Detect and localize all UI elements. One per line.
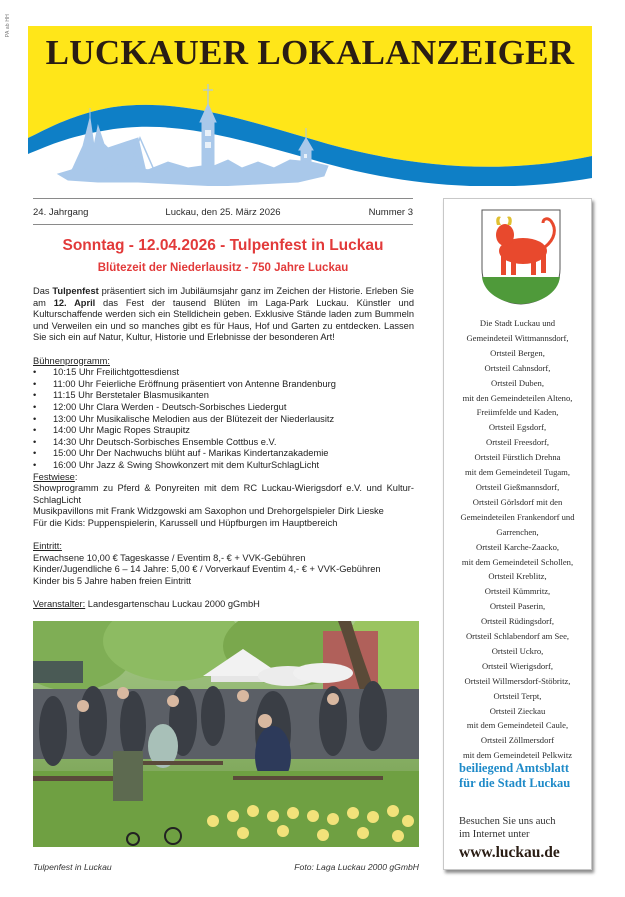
print-mark: PA ab HH: [5, 14, 11, 38]
festival-meadow-label: Festwiese: [33, 471, 75, 482]
program-item-text: 12:00 Uhr Clara Werden - Deutsch-Sorbisches Liedergut: [53, 401, 287, 412]
bullet-icon: •: [33, 401, 37, 412]
festival-meadow-line: Für die Kids: Puppenspielerin, Karussell und Hüpfburgen im Hauptbereich: [33, 517, 338, 528]
label-colon: :: [74, 471, 78, 482]
district-item: mit dem Gemeindeteil Caule,: [466, 720, 569, 731]
district-item: Ortsteil Fürstlich Drehna: [474, 452, 561, 463]
issue-number: Nummer 3: [368, 207, 413, 218]
program-item-text: 13:00 Uhr Musikalische Melodien aus der Blütezeit der Niederlausitz: [53, 413, 335, 424]
district-item: Ortsteil Kümmritz,: [484, 586, 551, 597]
program-item: [33, 402, 414, 414]
newspaper-title: LUCKAUER LOKALANZEIGER: [45, 33, 575, 72]
bullet-icon: •: [33, 459, 37, 470]
festival-meadow-line: Musikpavillons mit Frank Widzgowski am Saxophon und Drehorgelspieler Dirk Lieske: [33, 506, 384, 517]
intro-text: Das: [33, 286, 53, 296]
district-item: Die Stadt Luckau und: [479, 318, 556, 328]
amtsblatt-notice: [459, 761, 591, 791]
admission-label: Eintritt:: [33, 541, 62, 552]
district-item: Gemeindeteil Wittmannsdorf,: [466, 332, 569, 343]
bullet-icon: •: [33, 425, 37, 436]
bullet-icon: •: [33, 390, 37, 401]
website-link[interactable]: www.luckau.de: [459, 844, 560, 861]
district-item: Ortsteil Willmersdorf-Stöbritz,: [464, 675, 571, 686]
program-item-text: 16:00 Uhr Jazz & Swing Showkonzert mit dem KulturSchlagLicht: [53, 459, 320, 470]
district-item: Freiimfelde und Kaden,: [476, 407, 559, 418]
district-item: Ortsteil Görlsdorf mit den: [472, 496, 563, 507]
district-item: Ortsteil Wierigsdorf,: [481, 660, 554, 671]
district-item: Garrenchen,: [496, 526, 539, 537]
program-item-text: 11:15 Uhr Berstetaler Blasmusikanten: [53, 390, 209, 401]
program-item: [33, 379, 414, 391]
article-subheadline: Blütezeit der Niederlausitz - 750 Jahre Luckau: [97, 262, 349, 274]
district-item: mit dem Gemeindeteil Pelkwitz: [462, 750, 573, 761]
top-divider: [33, 198, 413, 199]
program-item: [33, 390, 414, 402]
district-item: Ortsteil Terpt,: [493, 690, 542, 701]
program-item-text: 10:15 Uhr Freilichtgottesdienst: [53, 367, 180, 378]
district-item: Ortsteil Uckro,: [491, 645, 544, 656]
bullet-icon: •: [33, 436, 37, 447]
district-item: Gemeindeteilen Frankendorf und: [460, 511, 575, 522]
article-intro: [33, 286, 414, 344]
district-item: Ortsteil Bergen,: [490, 347, 545, 358]
bottom-divider: [33, 224, 413, 225]
spacer: [33, 344, 414, 356]
program-item-text: 14:30 Uhr Deutsch-Sorbisches Ensemble Cottbus e.V.: [53, 436, 277, 447]
organizer-label: Veranstalter:: [33, 599, 86, 610]
district-item: Ortsteil Cahnsdorf,: [484, 362, 551, 373]
bullet-icon: •: [33, 413, 37, 424]
district-item: Ortsteil Rüdingsdorf,: [480, 616, 555, 627]
issue-volume: 24. Jahrgang: [33, 207, 89, 218]
festival-meadow-line: Showprogramm zu Pferd & Ponyreiten mit dem RC Luckau-Wierigsdorf e.V. und Kultur-SchlagLicht: [33, 483, 414, 505]
program-item: [33, 414, 414, 426]
program-item-text: 15:00 Uhr Der Nachwuchs blüht auf - Marikas Kindertanzakademie: [53, 448, 329, 459]
program-item: [33, 448, 414, 460]
issue-info-bar: [33, 207, 413, 221]
district-item: Ortsteil Karche-Zaacko,: [475, 541, 560, 552]
district-item: mit dem Gemeindeteil Tugam,: [464, 467, 571, 478]
sidebar-box: [443, 198, 592, 870]
stage-program-list: [33, 367, 414, 471]
visit-line: Besuchen Sie uns auch: [459, 816, 556, 827]
issue-date: Luckau, den 25. März 2026: [165, 207, 281, 218]
bullet-icon: •: [33, 378, 37, 389]
admission-line: Kinder bis 5 Jahre haben freien Eintritt: [33, 575, 192, 586]
stage-program-label: Bühnenprogramm:: [33, 355, 110, 366]
district-item: Ortsteil Paserin,: [489, 601, 546, 612]
district-item: Ortsteil Freesdorf,: [485, 437, 549, 448]
district-item: Ortsteil Gießmannsdorf,: [475, 481, 560, 492]
district-item: mit den Gemeindeteilen Alteno,: [462, 392, 573, 403]
bullet-icon: •: [33, 448, 37, 459]
photo-credit: Foto: Laga Luckau 2000 gGmbH: [294, 862, 419, 872]
program-item-text: 14:00 Uhr Magic Ropes Straupitz: [53, 425, 190, 436]
district-item: Ortsteil Egsdorf,: [488, 422, 547, 433]
intro-bold-event: Tulpenfest: [52, 286, 99, 296]
spacer: [33, 587, 414, 599]
program-item: [33, 437, 414, 449]
article-body: [33, 286, 414, 611]
crowd-at-tulip-festival-photo: [33, 621, 419, 847]
masthead: [28, 26, 592, 186]
admission-line: Kinder/Jugendliche 6 – 14 Jahre: 5,00 € / Vorverkauf Eventim 4,- € + VVK-Gebühren: [33, 564, 381, 575]
festival-meadow-heading: [33, 472, 414, 484]
district-list: [444, 316, 591, 763]
luckau-coat-of-arms-icon: [481, 209, 561, 305]
intro-text: das Fest der tausend Blüten im Laga-Park Luckau. Künstler und Kulturschaffende werden sich ein Stelldichein geben. Exklusive Stände laden zum Bummeln und Verweilen ein und so manches gibt es für Haus, Hof und Garten zu entdecken. Lassen Sie sich ein auf Natur, Kultur, Historie und Erlebnisse der besonderen Art!: [33, 297, 414, 343]
program-item: [33, 367, 414, 379]
festival-photo-illustration: [33, 621, 419, 847]
organizer-value: Landesgartenschau Luckau 2000 gGmbH: [85, 599, 260, 610]
visit-line: im Internet unter: [459, 829, 530, 840]
spacer: [33, 529, 414, 541]
intro-bold-date: 12. April: [53, 297, 96, 308]
district-item: Ortsteil Zöllmersdorf: [480, 735, 555, 746]
intro-text: präsentiert sich im Jubiläumsjahr ganz im Zeichen der Historie. Erleben Sie am: [33, 286, 414, 308]
amtsblatt-line: beiliegend Amtsblatt: [459, 761, 570, 775]
district-item: mit dem Gemeindeteil Schollen,: [461, 556, 574, 567]
admission-line: Erwachsene 10,00 € Tageskasse / Eventim 8,- € + VVK-Gebühren: [33, 552, 306, 563]
amtsblatt-line: für die Stadt Luckau: [459, 776, 571, 790]
district-item: Ortsteil Kreblitz,: [488, 571, 547, 582]
article-headline: Sonntag - 12.04.2026 - Tulpenfest in Luckau: [62, 237, 384, 254]
district-item: Ortsteil Schlabendorf am See,: [465, 631, 570, 642]
visit-notice: [459, 815, 591, 841]
bullet-icon: •: [33, 367, 37, 378]
photo-caption: Tulpenfest in Luckau: [33, 862, 112, 872]
district-item: Ortsteil Duben,: [491, 377, 544, 388]
organizer-line: [33, 599, 414, 611]
program-item: [33, 460, 414, 472]
program-item-text: 11:00 Uhr Feierliche Eröffnung präsentiert von Antenne Brandenburg: [53, 378, 336, 389]
program-item: [33, 425, 414, 437]
district-item: Ortsteil Zieckau: [489, 705, 546, 716]
